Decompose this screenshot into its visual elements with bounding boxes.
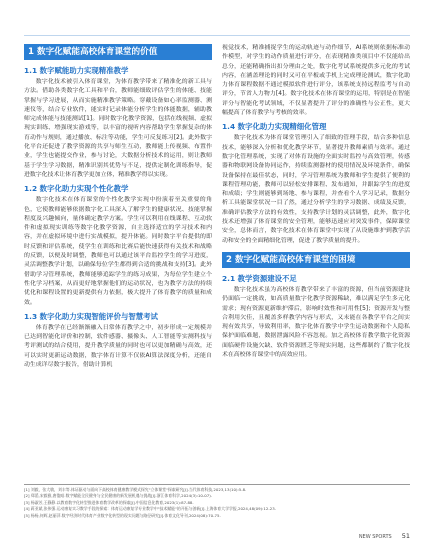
section-title-2: 2 数字化赋能高校体育课堂的困境 <box>222 252 410 268</box>
footnote-1: [1] 刘毅，张大敏，刘丰等.体证驱动与面向下高校体育健康教学模式探究"立体课堂"探索研究[J].当代体育科技,2023,13(10):5-8. <box>24 487 247 492</box>
header-rule <box>24 35 410 36</box>
footnotes <box>24 484 410 519</box>
subsection-title-2-1: 2.1 教学资源建设不足 <box>222 273 297 283</box>
footnote-4: [4] 蒋亚斌,张伟强.运动康复实习教学手段的探索：体育运动康复学专业教学中"技术赋能"的开拓与创新[J].上海体育大学学报,2024,48(09):12-23. <box>24 506 276 512</box>
paragraph-1-1: 数字化技术被引入体育课堂，为体育教学带来了精准化的新工具与方法。借助各类数字化工具和平台，教师能细致评估学生的体能、技能掌握与学习进展，从而实施精准教学策略。穿戴设备如心率监测器、测速仪等，结合专业软件，能实时记录体能分析学生的体能数据，辅助教师完成体能与技能测试[1]。同时数字化教学资源，包括在线视频、虚拟现实训练、增强现实游戏等，以丰富的视听内容帮助学生掌握复杂的体育动作与规则，通过播放、标注等功能，学生可反复练习[2]。此外数字化平台还促进了教学资源的共享与师生互动，教师能上传视频、布置作业，学生也能提交作业，参与讨论，大数据分析技术的运用，则让教师基于学生学习数据，精准识别其优势与不足，提供定制化训练指导，促进数字化技术让体育教学更加立体，精准教学得以实现。 <box>24 79 212 178</box>
page-number: 51 <box>401 532 410 540</box>
left-column <box>24 44 212 370</box>
section-title-1: 1 数字化赋能高校体育课堂的价值 <box>24 44 212 60</box>
journal-name: NEW SPORTS <box>358 534 392 540</box>
subsection-title-1-3: 1.3 数字化助力实现智能评价与智慧考试 <box>24 311 158 321</box>
footnote-2: [2] 郑滔,宋毅雅,唐俊暗.数字赋能全民健身与全民健康的新发展机遇与挑战[J].浙江体育科学,2024(3):10-07). <box>24 493 212 499</box>
paragraph-1-3: 体育教学在已经渐渐融入日常体育教学之中，初步形成一定规模并已达到智能化评价和控制，软件感器、摄像头、人工智能等实测科技与考评测试的结合使用，提升教学质量的同时也可以更加精确与高效，还可以实时更新运动数据，数字体育计算不仅依AI算法深度分析，还能自动生成详尽数字报告，借助计算机 <box>24 324 212 369</box>
paragraph-1-3-continued: 视觉技术，精准捕捉学生的运动轨迹与动作细节，AI系统则依据标准动作模型，对学生的动作质量进行评分，在表现精准类项目中不仅能给出总分，还能精确指出扣分理由之处，数字化考试系统提供多元化的考试内容，在涵盖理论的同时又可在平板或手机上完成理论测试，数字化助力体育课程数据不通过模拟软件进行评分，该系统支持远程监考与自动评分，节省人力物力[4]。数字化技术在体育课堂的运用，特别是在智能评分与智能化考试领域，不仅显著提升了评分的准确性与公正性，更大幅提高了体育教学与考核的效率。 <box>222 45 410 117</box>
footnote-5: [5] 杨杨,何辉,赵丽萍.数字经济时代体育产业数字化转型的现实问题与路径研究[J].体育文化导刊,2024(08):70-75. <box>24 512 221 518</box>
subsection-title-1-1: 1.1 数字赋能助力实现精准教学 <box>24 66 129 75</box>
paragraph-1-2: 数字化技术在体育课堂的个性化教学实现中扮演着至关重要的角色，它使教师能够依据数字化工具深入了解学生的健康状况、技能掌握程度及兴趣倾向，量体确定教学方案。学生可以利用在线课程、互动软件和虚拟现实训练等数字化教学资源，自主选择适宜的学习技术和内容，并在虚拟环境中进行实战模拟，提升体能。同时数字平台提供的即时反馈和评估系统，使学生在训练和比赛后能快速获得有关技术和战略的反馈，以便及时调整，教师也可以通过该平台监控学生的学习进度，灵活调整教学计划，以确保每位学生都得到合适的挑战和支持[3]。此外借助学习管理系统，教师能够追踪学生的练习成果，为每位学生建立个性化学习档案，从而更好地掌握他们的运动状况，也为教学方法的持续优化和课程设置的更新提供有力依据，极大提升了体育教学的质量和成效。 <box>24 197 212 306</box>
subsection-title-1-4: 1.4 数字化助力实现精细化管理 <box>222 122 327 132</box>
paragraph-1-4: 数字化技术为体育课堂管理引入了细致的管理手段，结合多种信息技术，能够深入分析和优化教学环节，显著提升教师素质与效率。通过数字化管理系统，实现了对体育设施的全面实时监控与高效管理，传感器和物联网设备协同运作，持续监测器材的使用情况及环境条件，确保设备保持在最佳状态，同时，学习管理系统为教师和学生提供了便利的课程管理功能，教师可以轻松安排课程、发布通知，并跟踪学生的进度和成绩；学生则能够到场地、参与课程，并查看个人学习记录，数据分析工具能课堂状况一目了然，通过分析学生的学习数据、成绩及反馈，准确评估教学方法的有效性，支持教学计划的灵活调整，此外，数字化技术还增强了体育课堂的安全管理，能够迅速应对突发事件，保障课堂安全，总体而言，数字化技术在体育课堂中实现了从设施维护到教学活动和安全的全面精细化管理，促进了教学质量的提升。 <box>222 135 410 244</box>
right-column <box>222 44 410 360</box>
page-footer <box>359 532 410 540</box>
subsection-title-1-2: 1.2 数字化助力实现个性化教学 <box>24 184 129 194</box>
paragraph-2-1: 数字化技术虽为高校体育教学带来了丰富的资源，但当前资源建设仍面临一定挑战，如高质量数字化教学资源稀缺，难以满足学生多元化需求；现有资源更新维护滞后，影响时效性和可用性[5]；资源开发与整合利用欠佳，且覆盖多样教学内容与形式，又未能在各教学平台之间实现有效共享，导致利用率，数字化体育教学中学生运动数据和个人隐私保护面临难题，数据泄露风险不容忽视。加之高校体育教学数字化资源面临硬件设施欠缺、软件资源匮乏等现实问题，这些都制约了数字化技术在高校体育课堂中的高效应用。 <box>222 286 410 359</box>
footnote-3: [3] 杨淑芳,王静静.以教育数字化转型推进体育教学改革的探索[J].中国信息化教育,2023(1):87-88. <box>24 499 194 505</box>
